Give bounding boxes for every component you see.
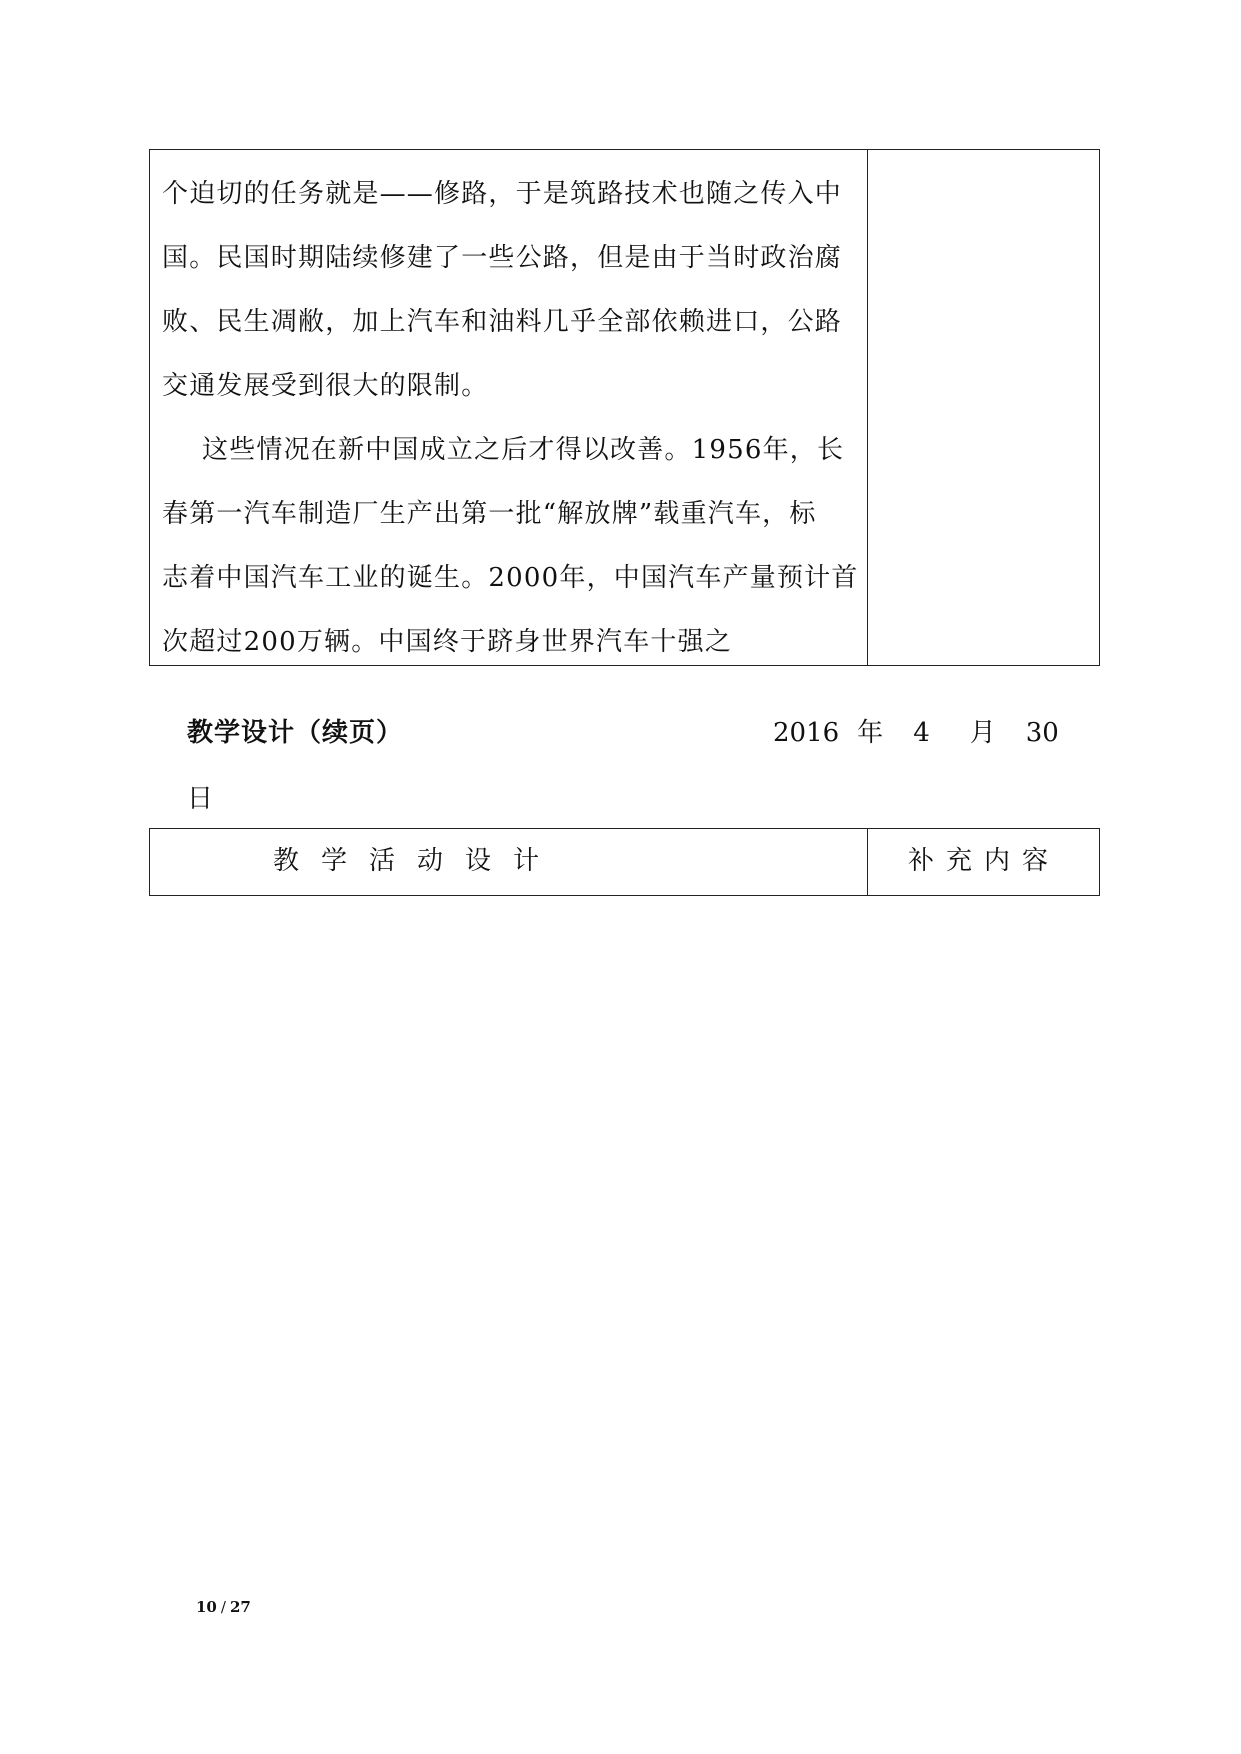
- text-line: 志着中国汽车工业的诞生。2000年，中国汽车产量预计首: [162, 563, 859, 593]
- text-line: 个迫切的任务就是——修路，于是筑路技术也随之传入中: [162, 179, 843, 209]
- page-number: [196, 1598, 251, 1616]
- date-day-unit: 日: [187, 784, 214, 814]
- date-month: 4: [913, 718, 930, 748]
- date-month-unit: 月: [969, 718, 996, 748]
- page-separator: /: [220, 1598, 226, 1616]
- page-title: 教学设计（续页）: [187, 718, 404, 748]
- text-line: 这些情况在新中国成立之后才得以改善。1956年，长: [202, 435, 845, 465]
- page-total: 27: [229, 1598, 251, 1616]
- text-line: 国。民国时期陆续修建了一些公路，但是由于当时政治腐: [162, 243, 843, 273]
- date-line: [773, 712, 1059, 749]
- text-line: 交通发展受到很大的限制。: [162, 371, 489, 401]
- date-year-unit: 年: [857, 718, 884, 748]
- date-year: 2016: [773, 718, 840, 748]
- text-line: 次超过200万辆。中国终于跻身世界汽车十强之: [162, 627, 733, 657]
- page-current: 10: [196, 1598, 217, 1616]
- date-day: 30: [1025, 718, 1059, 748]
- text-line: 败、民生凋敝，加上汽车和油料几乎全部依赖进口，公路: [162, 307, 843, 337]
- teaching-activity-cell: [150, 150, 868, 665]
- design-table-header: [149, 828, 1100, 896]
- supplement-cell: [868, 150, 1099, 665]
- continuation-table: [149, 149, 1100, 666]
- text-line: 春第一汽车制造厂生产出第一批“解放牌”载重汽车，标: [162, 499, 817, 529]
- header-teaching-activity: 教学活动设计: [150, 829, 868, 895]
- header-supplement: 补充内容: [908, 846, 1061, 876]
